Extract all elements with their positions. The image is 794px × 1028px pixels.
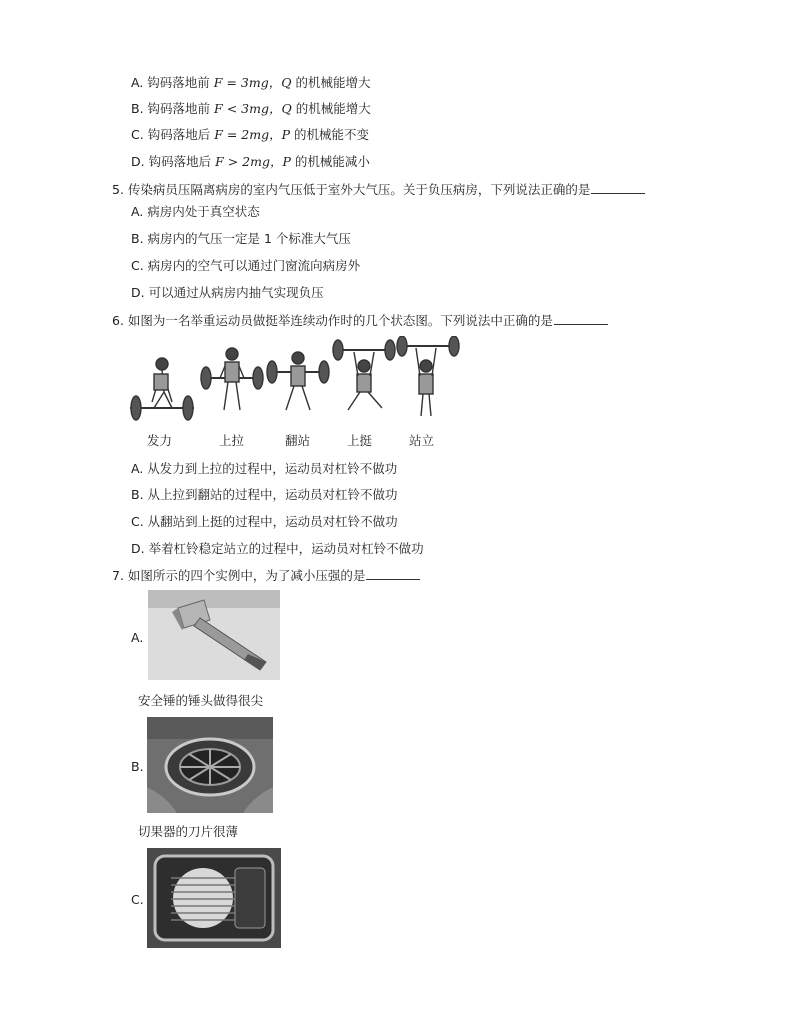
- q6-option-c: C. 从翻站到上挺的过程中，运动员对杠铃不做功: [131, 514, 398, 529]
- q7-stem: 7. 如图所示的四个实例中，为了减小压强的是: [112, 568, 420, 584]
- q5-option-b: B. 病房内的气压一定是 1 个标准大气压: [131, 231, 351, 246]
- figure-label-stand: 站立: [409, 433, 435, 448]
- q4-option-b: B. 钩码落地前 F < 3mg，Q 的机械能增大: [131, 101, 371, 116]
- figure-label-drive: 发力: [147, 433, 173, 448]
- q6-option-a: A. 从发力到上拉的过程中，运动员对杠铃不做功: [131, 461, 398, 476]
- q7-option-a-caption: 安全锤的锤头做得很尖: [138, 693, 264, 708]
- q5-stem: 5. 传染病员压隔离病房的室内气压低于室外大气压。关于负压病房，下列说法正确的是: [112, 182, 645, 198]
- lifter-jerk: [333, 340, 395, 410]
- lifter-clean: [267, 352, 329, 410]
- q7-option-c-letter: C.: [131, 892, 144, 907]
- q6-option-b: B. 从上拉到翻站的过程中，运动员对杠铃不做功: [131, 487, 398, 502]
- q5-option-a: A. 病房内处于真空状态: [131, 204, 260, 219]
- answer-blank: [366, 568, 420, 580]
- fruit-cutter-photo: [147, 717, 273, 813]
- q7-option-a-letter: A.: [131, 630, 144, 645]
- figure-label-clean: 翻站: [285, 433, 311, 448]
- figure-label-jerk: 上挺: [347, 433, 373, 448]
- egg-slicer-photo: [147, 848, 281, 948]
- lifter-stand: [397, 336, 459, 416]
- weightlifting-figure: [124, 336, 464, 430]
- q6-option-d: D. 举着杠铃稳定站立的过程中，运动员对杠铃不做功: [131, 541, 424, 556]
- q5-option-d: D. 可以通过从病房内抽气实现负压: [131, 285, 324, 300]
- q4-option-d: D. 钩码落地后 F > 2mg，P 的机械能减小: [131, 154, 370, 169]
- q4-option-c: C. 钩码落地后 F = 2mg，P 的机械能不变: [131, 127, 369, 142]
- q5-option-c: C. 病房内的空气可以通过门窗流向病房外: [131, 258, 361, 273]
- lifter-drive: [130, 358, 194, 420]
- q6-stem: 6. 如图为一名举重运动员做挺举连续动作时的几个状态图。下列说法中正确的是: [112, 313, 608, 329]
- q7-option-b-caption: 切果器的刀片很薄: [138, 824, 239, 839]
- answer-blank: [554, 313, 608, 325]
- safety-hammer-photo: [148, 590, 280, 680]
- q4-option-a: A. 钩码落地前 F = 3mg，Q 的机械能增大: [131, 75, 371, 90]
- lifter-pull: [201, 348, 263, 410]
- figure-label-pull: 上拉: [219, 433, 245, 448]
- answer-blank: [591, 182, 645, 194]
- q7-option-b-letter: B.: [131, 759, 144, 774]
